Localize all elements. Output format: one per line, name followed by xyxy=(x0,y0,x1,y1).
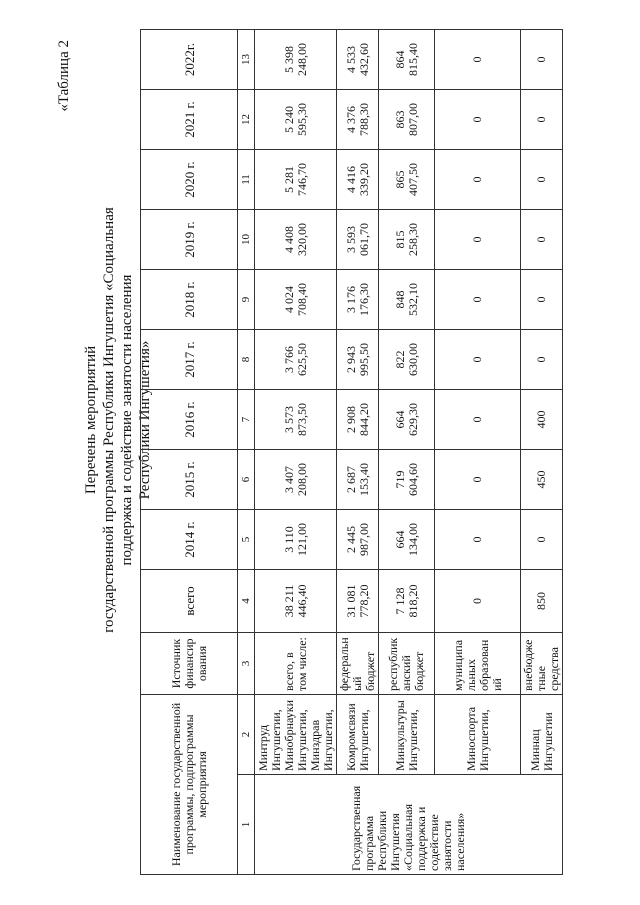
year-value-cell: 0 xyxy=(435,450,521,510)
header-total: всего xyxy=(141,570,238,633)
header-year: 2021 г. xyxy=(141,90,238,150)
executor-cell: Миноспорта Ингушетии, xyxy=(435,695,521,775)
year-value-cell: 2 943 995,50 xyxy=(337,330,379,390)
year-value-cell: 4 416 339,20 xyxy=(337,150,379,210)
executor-cell: Комромсвязи Ингушетии, xyxy=(337,695,379,775)
year-value-cell: 3 766 625,50 xyxy=(255,330,337,390)
year-value-cell: 864 815,40 xyxy=(379,30,435,90)
header-year: 2020 г. xyxy=(141,150,238,210)
year-value-cell: 0 xyxy=(435,390,521,450)
column-number: 12 xyxy=(238,90,255,150)
year-value-cell: 848 532,10 xyxy=(379,270,435,330)
header-year: 2019 г. xyxy=(141,210,238,270)
total-cell: 38 211 446,40 xyxy=(255,570,337,633)
year-value-cell: 2 687 153,40 xyxy=(337,450,379,510)
year-value-cell: 0 xyxy=(435,30,521,90)
year-value-cell: 5 398 248,00 xyxy=(255,30,337,90)
header-name: Наименование государственной программы, подпрограммы мероприятия xyxy=(141,695,238,875)
year-value-cell: 4 533 432,60 xyxy=(337,30,379,90)
year-value-cell: 3 407 208,00 xyxy=(255,450,337,510)
header-year: 2014 г. xyxy=(141,510,238,570)
year-value-cell: 0 xyxy=(435,510,521,570)
year-value-cell: 863 807,00 xyxy=(379,90,435,150)
column-number: 5 xyxy=(238,510,255,570)
column-number: 2 xyxy=(238,695,255,775)
year-value-cell: 4 024 708,40 xyxy=(255,270,337,330)
year-value-cell: 719 604,60 xyxy=(379,450,435,510)
column-number: 9 xyxy=(238,270,255,330)
column-number: 11 xyxy=(238,150,255,210)
total-cell: 31 081 778,20 xyxy=(337,570,379,633)
year-value-cell: 5 240 595,30 xyxy=(255,90,337,150)
total-cell: 850 xyxy=(521,570,563,633)
year-value-cell: 0 xyxy=(435,210,521,270)
source-cell: муниципальных образований xyxy=(435,633,521,695)
header-year: 2022г. xyxy=(141,30,238,90)
table-row xyxy=(379,30,435,875)
header-year: 2015 г. xyxy=(141,450,238,510)
year-value-cell: 822 630,00 xyxy=(379,330,435,390)
column-number: 3 xyxy=(238,633,255,695)
year-value-cell: 0 xyxy=(435,150,521,210)
year-value-cell: 0 xyxy=(521,270,563,330)
year-value-cell: 0 xyxy=(521,90,563,150)
year-value-cell: 0 xyxy=(521,330,563,390)
table-number: «Таблица 2 xyxy=(56,40,72,112)
column-number: 13 xyxy=(238,30,255,90)
program-name-cell: Государственная программа Республики Ингушетия «Социальная поддержка и содействие занятости населения» xyxy=(255,775,563,875)
year-value-cell: 664 134,00 xyxy=(379,510,435,570)
header-year: 2017 г. xyxy=(141,330,238,390)
title-line-1: Перечень мероприятий xyxy=(83,345,99,495)
title-line-2: государственной программы Республики Ингушетия «Социальная поддержка и содействие занятости населения xyxy=(101,207,135,633)
year-value-cell: 400 xyxy=(521,390,563,450)
total-cell: 7 128 818,20 xyxy=(379,570,435,633)
year-value-cell: 0 xyxy=(435,270,521,330)
year-value-cell: 3 110 121,00 xyxy=(255,510,337,570)
year-value-cell: 3 176 176,30 xyxy=(337,270,379,330)
header-row xyxy=(141,30,238,875)
column-number: 6 xyxy=(238,450,255,510)
year-value-cell: 0 xyxy=(521,150,563,210)
source-cell: всего, в том числе: xyxy=(255,633,337,695)
year-value-cell: 0 xyxy=(435,90,521,150)
total-cell: 0 xyxy=(435,570,521,633)
year-value-cell: 5 281 746,70 xyxy=(255,150,337,210)
column-number: 4 xyxy=(238,570,255,633)
column-number: 7 xyxy=(238,390,255,450)
year-value-cell: 664 629,30 xyxy=(379,390,435,450)
header-year: 2018 г. xyxy=(141,270,238,330)
source-cell: республиканский бюджет xyxy=(379,633,435,695)
table-row xyxy=(435,30,521,875)
title-line-3: Республики Ингушетия» xyxy=(137,340,153,500)
year-value-cell: 865 407,50 xyxy=(379,150,435,210)
executor-cell: Миннац Ингушетии xyxy=(521,695,563,775)
year-value-cell: 0 xyxy=(435,330,521,390)
column-number: 1 xyxy=(238,775,255,875)
source-cell: внебюджетные средства xyxy=(521,633,563,695)
column-number: 10 xyxy=(238,210,255,270)
table-row xyxy=(255,30,337,875)
year-value-cell: 2 908 844,20 xyxy=(337,390,379,450)
header-year: 2016 г. xyxy=(141,390,238,450)
year-value-cell: 815 258,30 xyxy=(379,210,435,270)
program-activities-table xyxy=(140,29,563,875)
year-value-cell: 4 376 788,30 xyxy=(337,90,379,150)
executor-cell: Минкультуры Ингушетии, xyxy=(379,695,435,775)
source-cell: федеральный бюджет xyxy=(337,633,379,695)
table-row xyxy=(337,30,379,875)
year-value-cell: 3 573 873,50 xyxy=(255,390,337,450)
table-row xyxy=(521,30,563,875)
header-source: Источник финансирования xyxy=(141,633,238,695)
year-value-cell: 2 445 987,00 xyxy=(337,510,379,570)
year-value-cell: 0 xyxy=(521,30,563,90)
year-value-cell: 0 xyxy=(521,210,563,270)
column-number-row xyxy=(238,30,255,875)
executor-cell: Минтруд Ингушетии, Минобрнауки Ингушетии, Минздрав Ингушетии, xyxy=(255,695,337,775)
year-value-cell: 450 xyxy=(521,450,563,510)
year-value-cell: 4 408 320,00 xyxy=(255,210,337,270)
year-value-cell: 0 xyxy=(521,510,563,570)
column-number: 8 xyxy=(238,330,255,390)
year-value-cell: 3 593 061,70 xyxy=(337,210,379,270)
